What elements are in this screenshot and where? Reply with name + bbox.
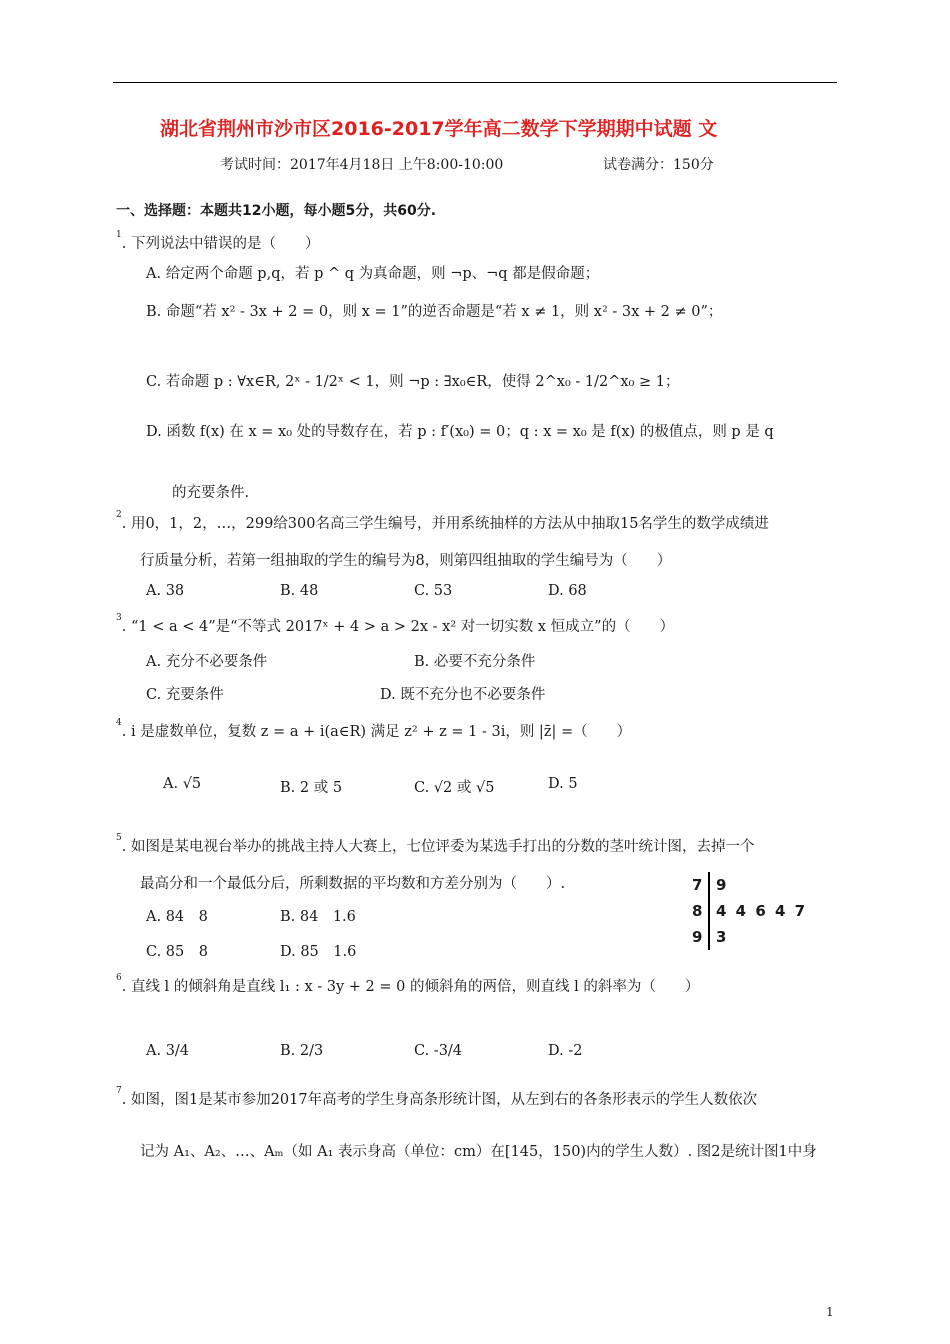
question-2 (116, 512, 769, 533)
q1-option-a: A. 给定两个命题 p,q，若 p ^ q 为真命题，则 ¬p、¬q 都是假命题； (146, 266, 600, 282)
question-stem: . “1 < a < 4”是“不等式 2017ˣ + 4 > a > 2x - x² 对一切实数 x 恒成立”的（ ） (121, 619, 675, 635)
question-5-cont: 最高分和一个最低分后，所剩数据的平均数和方差分别为（ ）. (140, 876, 566, 892)
stem-leaf-stem: 8 (692, 902, 703, 920)
question-stem: . 直线 l 的倾斜角是直线 l₁ : x - 3y + 2 = 0 的倾斜角的两倍，则直线 l 的斜率为（ ） (121, 979, 700, 995)
section-heading: 一、选择题：本题共12小题，每小题5分，共60分. (116, 203, 437, 219)
stem-leaf-divider (708, 872, 710, 950)
stem-leaf-leaves: 9 (716, 876, 727, 894)
stem-leaf-leaves: 4 4 6 4 7 (716, 902, 806, 920)
question-3 (116, 615, 674, 636)
question-2-cont: 行质量分析，若第一组抽取的学生的编号为8，则第四组抽取的学生编号为（ ） (140, 553, 672, 569)
question-number: 6 (116, 973, 122, 983)
exam-time: 考试时间：2017年4月18日 上午8:00-10:00 (220, 157, 504, 173)
q2-option-d: D. 68 (548, 583, 587, 599)
question-stem: . i 是虚数单位，复数 z = a + i(a∈R) 满足 z² + z = 1 - 3i，则 |z̄| =（ ） (121, 724, 632, 740)
q1-option-d: D. 函数 f(x) 在 x = x₀ 处的导数存在，若 p : f′(x₀) = 0；q : x = x₀ 是 f(x) 的极值点，则 p 是 q (146, 424, 774, 440)
q2-option-a: A. 38 (146, 583, 185, 599)
q5-option-b: B. 84 1.6 (280, 909, 356, 925)
question-4 (116, 720, 631, 741)
q1-option-b: B. 命题“若 x² - 3x + 2 = 0，则 x = 1”的逆否命题是“若 x ≠ 1，则 x² - 3x + 2 ≠ 0”； (146, 304, 723, 320)
question-stem: . 下列说法中错误的是（ ） (121, 236, 320, 252)
question-stem: . 如图，图1是某市参加2017年高考的学生身高条形统计图，从左到右的各条形表示的学生人数依次 (121, 1092, 758, 1108)
q6-option-d: D. -2 (548, 1043, 583, 1059)
q5-option-d: D. 85 1.6 (280, 944, 357, 960)
q3-option-b: B. 必要不充分条件 (414, 654, 536, 670)
q6-option-c: C. -3/4 (414, 1043, 463, 1059)
q2-option-c: C. 53 (414, 583, 453, 599)
question-7 (116, 1088, 757, 1109)
q5-option-a: A. 84 8 (146, 909, 208, 925)
stem-leaf-stem: 9 (692, 928, 703, 946)
question-number: 2 (116, 510, 122, 520)
question-5 (116, 835, 754, 856)
q1-option-c: C. 若命题 p : ∀x∈R, 2ˣ - 1/2ˣ < 1，则 ¬p : ∃x₀∈R，使得 2^x₀ - 1/2^x₀ ≥ 1； (146, 374, 680, 390)
header-rule (113, 82, 837, 83)
q5-option-c: C. 85 8 (146, 944, 208, 960)
q1-option-d-cont: 的充要条件. (172, 485, 250, 501)
question-1 (116, 232, 319, 253)
question-number: 3 (116, 613, 122, 623)
full-score: 试卷满分：150分 (603, 157, 714, 173)
q3-option-d: D. 既不充分也不必要条件 (380, 687, 546, 703)
q2-option-b: B. 48 (280, 583, 319, 599)
q4-option-b: B. 2 或 5 (280, 780, 343, 796)
q3-option-c: C. 充要条件 (146, 687, 224, 703)
question-number: 4 (116, 718, 122, 728)
question-stem: . 用0，1，2，…，299给300名高三学生编号，并用系统抽样的方法从中抽取15名学生的数学成绩进 (121, 516, 769, 532)
question-6 (116, 975, 699, 996)
q6-option-b: B. 2/3 (280, 1043, 324, 1059)
question-stem: . 如图是某电视台举办的挑战主持人大赛上，七位评委为某选手打出的分数的茎叶统计图，去掉一个 (121, 839, 755, 855)
page-number: 1 (826, 1305, 834, 1319)
page-title: 湖北省荆州市沙市区2016-2017学年高二数学下学期期中试题 文 (160, 118, 718, 140)
q4-option-c: C. √2 或 √5 (414, 780, 495, 796)
stem-leaf-stem: 7 (692, 876, 703, 894)
question-number: 5 (116, 833, 122, 843)
question-7-cont: 记为 A₁、A₂、…、Aₘ（如 A₁ 表示身高（单位：cm）在[145，150)内的学生人数）. 图2是统计图1中身 (140, 1144, 817, 1160)
question-number: 1 (116, 230, 122, 240)
q4-option-a: A. √5 (163, 776, 202, 792)
stem-leaf-leaves: 3 (716, 928, 727, 946)
q4-option-d: D. 5 (548, 776, 578, 792)
question-number: 7 (116, 1086, 122, 1096)
q3-option-a: A. 充分不必要条件 (146, 654, 268, 670)
q6-option-a: A. 3/4 (146, 1043, 190, 1059)
